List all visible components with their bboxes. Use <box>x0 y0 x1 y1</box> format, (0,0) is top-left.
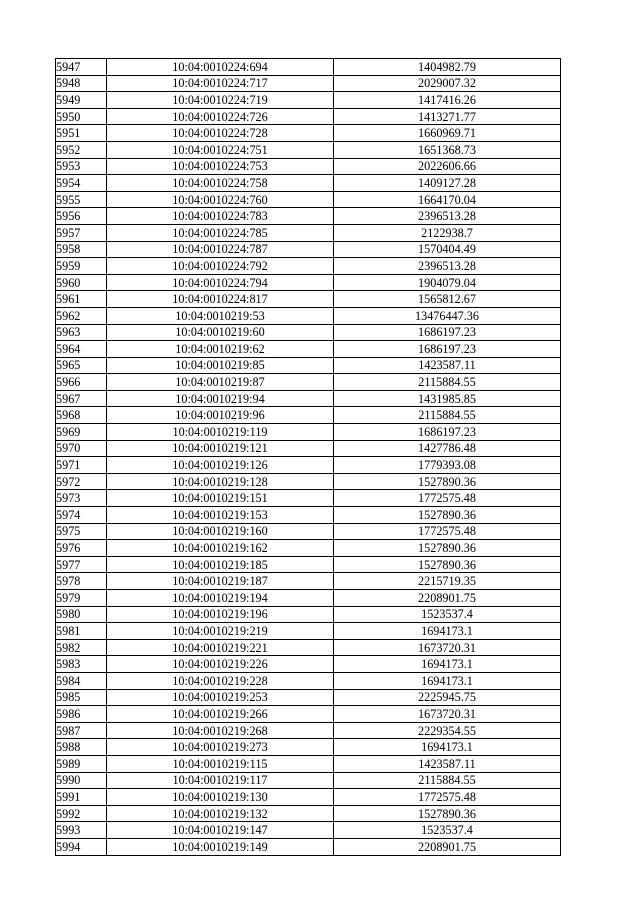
row-number-cell: 5967 <box>56 390 107 407</box>
row-number-cell: 5972 <box>56 473 107 490</box>
table-row <box>56 706 561 723</box>
table-row <box>56 623 561 640</box>
value-cell: 2115884.55 <box>334 374 561 391</box>
value-cell: 1570404.49 <box>334 241 561 258</box>
cadastral-number-cell: 10:04:0010219:147 <box>107 822 334 839</box>
table-row <box>56 108 561 125</box>
value-cell: 13476447.36 <box>334 307 561 324</box>
table-row <box>56 523 561 540</box>
value-cell: 2396513.28 <box>334 258 561 275</box>
row-number-cell: 5963 <box>56 324 107 341</box>
row-number-cell: 5979 <box>56 590 107 607</box>
value-cell: 2029007.32 <box>334 75 561 92</box>
table-row <box>56 158 561 175</box>
table-row <box>56 191 561 208</box>
table-row <box>56 606 561 623</box>
value-cell: 1431985.85 <box>334 390 561 407</box>
row-number-cell: 5982 <box>56 639 107 656</box>
row-number-cell: 5969 <box>56 424 107 441</box>
row-number-cell: 5994 <box>56 838 107 855</box>
value-cell: 1527890.36 <box>334 540 561 557</box>
row-number-cell: 5957 <box>56 224 107 241</box>
row-number-cell: 5960 <box>56 274 107 291</box>
row-number-cell: 5964 <box>56 341 107 358</box>
cadastral-number-cell: 10:04:0010224:694 <box>107 59 334 76</box>
table-row <box>56 556 561 573</box>
table-row <box>56 689 561 706</box>
value-cell: 1772575.48 <box>334 789 561 806</box>
table-row <box>56 473 561 490</box>
cadastral-number-cell: 10:04:0010219:187 <box>107 573 334 590</box>
row-number-cell: 5965 <box>56 357 107 374</box>
value-cell: 2122938.7 <box>334 224 561 241</box>
row-number-cell: 5976 <box>56 540 107 557</box>
table-row <box>56 75 561 92</box>
row-number-cell: 5977 <box>56 556 107 573</box>
cadastral-number-cell: 10:04:0010224:783 <box>107 208 334 225</box>
row-number-cell: 5991 <box>56 789 107 806</box>
table-row <box>56 291 561 308</box>
row-number-cell: 5955 <box>56 191 107 208</box>
value-cell: 1527890.36 <box>334 805 561 822</box>
row-number-cell: 5975 <box>56 523 107 540</box>
cadastral-number-cell: 10:04:0010219:228 <box>107 672 334 689</box>
value-cell: 1772575.48 <box>334 490 561 507</box>
row-number-cell: 5970 <box>56 440 107 457</box>
value-cell: 1404982.79 <box>334 59 561 76</box>
cadastral-number-cell: 10:04:0010219:221 <box>107 639 334 656</box>
cadastral-number-cell: 10:04:0010219:132 <box>107 805 334 822</box>
data-table <box>55 58 561 856</box>
cadastral-number-cell: 10:04:0010219:266 <box>107 706 334 723</box>
table-row <box>56 175 561 192</box>
row-number-cell: 5980 <box>56 606 107 623</box>
row-number-cell: 5983 <box>56 656 107 673</box>
table-row <box>56 772 561 789</box>
value-cell: 1694173.1 <box>334 656 561 673</box>
table-row <box>56 357 561 374</box>
table-row <box>56 208 561 225</box>
value-cell: 1527890.36 <box>334 473 561 490</box>
value-cell: 1427786.48 <box>334 440 561 457</box>
row-number-cell: 5952 <box>56 141 107 158</box>
table-row <box>56 307 561 324</box>
row-number-cell: 5959 <box>56 258 107 275</box>
table-row <box>56 590 561 607</box>
cadastral-number-cell: 10:04:0010224:760 <box>107 191 334 208</box>
row-number-cell: 5988 <box>56 739 107 756</box>
cadastral-number-cell: 10:04:0010219:273 <box>107 739 334 756</box>
table-row <box>56 341 561 358</box>
value-cell: 1417416.26 <box>334 92 561 109</box>
cadastral-number-cell: 10:04:0010219:119 <box>107 424 334 441</box>
value-cell: 1409127.28 <box>334 175 561 192</box>
cadastral-number-cell: 10:04:0010219:185 <box>107 556 334 573</box>
table-row <box>56 424 561 441</box>
row-number-cell: 5987 <box>56 722 107 739</box>
value-cell: 1660969.71 <box>334 125 561 142</box>
cadastral-number-cell: 10:04:0010224:753 <box>107 158 334 175</box>
cadastral-number-cell: 10:04:0010219:60 <box>107 324 334 341</box>
cadastral-number-cell: 10:04:0010219:85 <box>107 357 334 374</box>
cadastral-number-cell: 10:04:0010219:53 <box>107 307 334 324</box>
table-row <box>56 92 561 109</box>
table-body <box>56 59 561 856</box>
row-number-cell: 5968 <box>56 407 107 424</box>
table-row <box>56 490 561 507</box>
row-number-cell: 5993 <box>56 822 107 839</box>
table-row <box>56 540 561 557</box>
value-cell: 2229354.55 <box>334 722 561 739</box>
table-row <box>56 805 561 822</box>
cadastral-number-cell: 10:04:0010219:153 <box>107 507 334 524</box>
value-cell: 2215719.35 <box>334 573 561 590</box>
row-number-cell: 5948 <box>56 75 107 92</box>
table-row <box>56 573 561 590</box>
value-cell: 1772575.48 <box>334 523 561 540</box>
value-cell: 1673720.31 <box>334 706 561 723</box>
value-cell: 1904079.04 <box>334 274 561 291</box>
cadastral-number-cell: 10:04:0010219:94 <box>107 390 334 407</box>
value-cell: 1694173.1 <box>334 739 561 756</box>
row-number-cell: 5949 <box>56 92 107 109</box>
table-row <box>56 822 561 839</box>
cadastral-number-cell: 10:04:0010219:128 <box>107 473 334 490</box>
row-number-cell: 5961 <box>56 291 107 308</box>
cadastral-number-cell: 10:04:0010224:719 <box>107 92 334 109</box>
row-number-cell: 5990 <box>56 772 107 789</box>
value-cell: 1523537.4 <box>334 606 561 623</box>
table-row <box>56 722 561 739</box>
cadastral-number-cell: 10:04:0010219:162 <box>107 540 334 557</box>
cadastral-number-cell: 10:04:0010224:758 <box>107 175 334 192</box>
row-number-cell: 5985 <box>56 689 107 706</box>
table-row <box>56 656 561 673</box>
row-number-cell: 5981 <box>56 623 107 640</box>
cadastral-number-cell: 10:04:0010219:194 <box>107 590 334 607</box>
row-number-cell: 5966 <box>56 374 107 391</box>
cadastral-number-cell: 10:04:0010219:121 <box>107 440 334 457</box>
cadastral-number-cell: 10:04:0010219:62 <box>107 341 334 358</box>
table-row <box>56 59 561 76</box>
table-row <box>56 374 561 391</box>
cadastral-number-cell: 10:04:0010219:149 <box>107 838 334 855</box>
value-cell: 1565812.67 <box>334 291 561 308</box>
cadastral-number-cell: 10:04:0010224:728 <box>107 125 334 142</box>
row-number-cell: 5989 <box>56 755 107 772</box>
table-row <box>56 672 561 689</box>
value-cell: 2225945.75 <box>334 689 561 706</box>
table-row <box>56 789 561 806</box>
table-row <box>56 324 561 341</box>
cadastral-number-cell: 10:04:0010224:792 <box>107 258 334 275</box>
value-cell: 1527890.36 <box>334 556 561 573</box>
row-number-cell: 5953 <box>56 158 107 175</box>
value-cell: 2208901.75 <box>334 838 561 855</box>
row-number-cell: 5974 <box>56 507 107 524</box>
cadastral-number-cell: 10:04:0010219:130 <box>107 789 334 806</box>
row-number-cell: 5947 <box>56 59 107 76</box>
table-row <box>56 739 561 756</box>
cadastral-number-cell: 10:04:0010219:96 <box>107 407 334 424</box>
table-row <box>56 258 561 275</box>
value-cell: 1651368.73 <box>334 141 561 158</box>
cadastral-number-cell: 10:04:0010219:87 <box>107 374 334 391</box>
value-cell: 1694173.1 <box>334 623 561 640</box>
cadastral-number-cell: 10:04:0010224:817 <box>107 291 334 308</box>
value-cell: 1779393.08 <box>334 457 561 474</box>
row-number-cell: 5951 <box>56 125 107 142</box>
value-cell: 1423587.11 <box>334 357 561 374</box>
table-row <box>56 125 561 142</box>
value-cell: 1694173.1 <box>334 672 561 689</box>
row-number-cell: 5978 <box>56 573 107 590</box>
row-number-cell: 5958 <box>56 241 107 258</box>
value-cell: 1423587.11 <box>334 755 561 772</box>
value-cell: 2396513.28 <box>334 208 561 225</box>
value-cell: 1686197.23 <box>334 341 561 358</box>
value-cell: 1686197.23 <box>334 324 561 341</box>
row-number-cell: 5962 <box>56 307 107 324</box>
cadastral-number-cell: 10:04:0010224:726 <box>107 108 334 125</box>
table-row <box>56 639 561 656</box>
table-row <box>56 241 561 258</box>
table-row <box>56 457 561 474</box>
value-cell: 1523537.4 <box>334 822 561 839</box>
cadastral-number-cell: 10:04:0010219:226 <box>107 656 334 673</box>
value-cell: 2022606.66 <box>334 158 561 175</box>
value-cell: 1686197.23 <box>334 424 561 441</box>
value-cell: 1413271.77 <box>334 108 561 125</box>
table-row <box>56 224 561 241</box>
cadastral-number-cell: 10:04:0010219:117 <box>107 772 334 789</box>
table-row <box>56 755 561 772</box>
cadastral-number-cell: 10:04:0010219:115 <box>107 755 334 772</box>
row-number-cell: 5973 <box>56 490 107 507</box>
cadastral-number-cell: 10:04:0010219:126 <box>107 457 334 474</box>
value-cell: 1673720.31 <box>334 639 561 656</box>
value-cell: 1664170.04 <box>334 191 561 208</box>
cadastral-number-cell: 10:04:0010219:151 <box>107 490 334 507</box>
table-row <box>56 390 561 407</box>
row-number-cell: 5984 <box>56 672 107 689</box>
row-number-cell: 5954 <box>56 175 107 192</box>
row-number-cell: 5971 <box>56 457 107 474</box>
cadastral-number-cell: 10:04:0010219:196 <box>107 606 334 623</box>
table-row <box>56 838 561 855</box>
value-cell: 1527890.36 <box>334 507 561 524</box>
cadastral-number-cell: 10:04:0010224:785 <box>107 224 334 241</box>
cadastral-number-cell: 10:04:0010224:787 <box>107 241 334 258</box>
row-number-cell: 5992 <box>56 805 107 822</box>
cadastral-number-cell: 10:04:0010224:751 <box>107 141 334 158</box>
cadastral-number-cell: 10:04:0010219:160 <box>107 523 334 540</box>
table-row <box>56 440 561 457</box>
cadastral-number-cell: 10:04:0010219:268 <box>107 722 334 739</box>
cadastral-number-cell: 10:04:0010219:219 <box>107 623 334 640</box>
row-number-cell: 5986 <box>56 706 107 723</box>
table-row <box>56 274 561 291</box>
value-cell: 2208901.75 <box>334 590 561 607</box>
table-row <box>56 141 561 158</box>
value-cell: 2115884.55 <box>334 772 561 789</box>
table-row <box>56 507 561 524</box>
value-cell: 2115884.55 <box>334 407 561 424</box>
row-number-cell: 5956 <box>56 208 107 225</box>
table-row <box>56 407 561 424</box>
cadastral-number-cell: 10:04:0010219:253 <box>107 689 334 706</box>
row-number-cell: 5950 <box>56 108 107 125</box>
cadastral-number-cell: 10:04:0010224:794 <box>107 274 334 291</box>
cadastral-number-cell: 10:04:0010224:717 <box>107 75 334 92</box>
